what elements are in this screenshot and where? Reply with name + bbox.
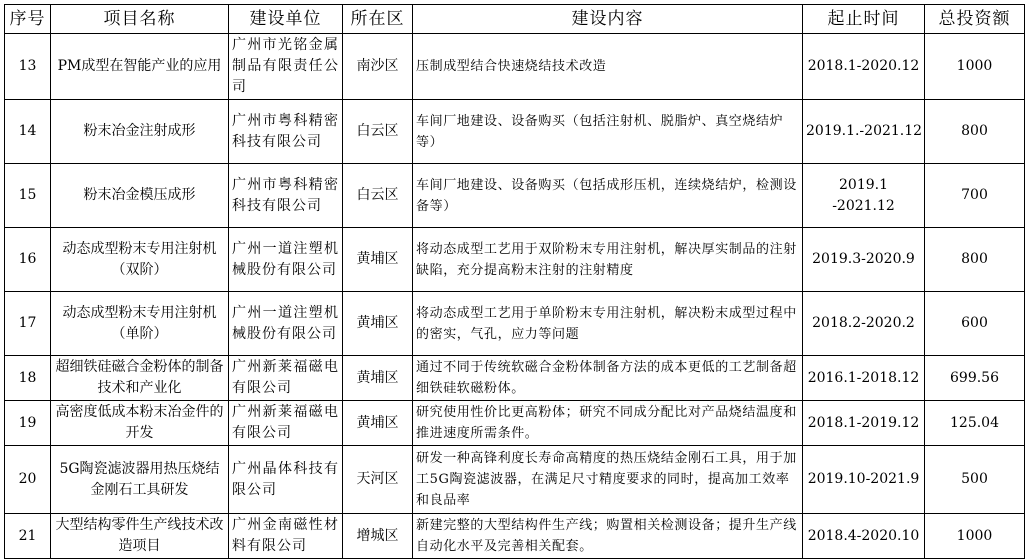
cell-period: 2016.1-2018.12 (803, 356, 925, 401)
cell-investment: 125.04 (925, 401, 1025, 446)
table-row (5, 34, 1025, 100)
cell-period: 2018.4-2020.10 (803, 514, 925, 559)
cell-name: PM成型在智能产业的应用 (51, 34, 229, 100)
cell-district: 黄埔区 (343, 401, 413, 446)
cell-unit: 广州市光铭金属制品有限责任公司 (229, 34, 343, 100)
cell-content: 将动态成型工艺用于单阶粉末专用注射机，解决粉末成型过程中的密实，气孔，应力等问题 (413, 292, 803, 356)
cell-district: 白云区 (343, 164, 413, 228)
table-row (5, 446, 1025, 514)
cell-no: 17 (5, 292, 51, 356)
cell-investment: 600 (925, 292, 1025, 356)
cell-name: 动态成型粉末专用注射机（单阶） (51, 292, 229, 356)
cell-district: 增城区 (343, 514, 413, 559)
cell-unit: 广州新莱福磁电有限公司 (229, 401, 343, 446)
cell-no: 20 (5, 446, 51, 514)
table-row (5, 100, 1025, 164)
cell-investment: 800 (925, 100, 1025, 164)
cell-investment: 700 (925, 164, 1025, 228)
cell-content: 车间厂地建设、设备购买（包括注射机、脱脂炉、真空烧结炉等） (413, 100, 803, 164)
header-row (5, 5, 1025, 34)
table-row (5, 356, 1025, 401)
cell-name: 5G陶瓷滤波器用热压烧结金刚石工具研发 (51, 446, 229, 514)
cell-content: 车间厂地建设、设备购买（包括成形压机，连续烧结炉，检测设备等） (413, 164, 803, 228)
cell-name: 超细铁硅磁合金粉体的制备技术和产业化 (51, 356, 229, 401)
header-investment: 总投资额 (925, 5, 1025, 34)
cell-district: 黄埔区 (343, 228, 413, 292)
cell-district: 天河区 (343, 446, 413, 514)
header-district: 所在区 (343, 5, 413, 34)
table-row (5, 228, 1025, 292)
cell-period: 2019.3-2020.9 (803, 228, 925, 292)
cell-period: 2019.10-2021.9 (803, 446, 925, 514)
cell-unit: 广州市粤科精密科技有限公司 (229, 164, 343, 228)
cell-content: 通过不同于传统软磁合金粉体制备方法的成本更低的工艺制备超细铁硅软磁粉体。 (413, 356, 803, 401)
cell-no: 13 (5, 34, 51, 100)
header-content: 建设内容 (413, 5, 803, 34)
table-row (5, 401, 1025, 446)
cell-unit: 广州新莱福磁电有限公司 (229, 356, 343, 401)
cell-no: 19 (5, 401, 51, 446)
cell-no: 15 (5, 164, 51, 228)
cell-unit: 广州晶体科技有限公司 (229, 446, 343, 514)
cell-content: 研究使用性价比更高粉体；研究不同成分配比对产品烧结温度和推进速度所需条件。 (413, 401, 803, 446)
cell-investment: 1000 (925, 34, 1025, 100)
header-name: 项目名称 (51, 5, 229, 34)
header-no: 序号 (5, 5, 51, 34)
cell-no: 14 (5, 100, 51, 164)
cell-no: 16 (5, 228, 51, 292)
cell-unit: 广州一道注塑机械股份有限公司 (229, 292, 343, 356)
cell-investment: 800 (925, 228, 1025, 292)
cell-content: 研发一种高锋利度长寿命高精度的热压烧结金刚石工具，用于加工5G陶瓷滤波器，在满足尺寸精度要求的同时，提高加工效率和良品率 (413, 446, 803, 514)
cell-no: 18 (5, 356, 51, 401)
table-row (5, 164, 1025, 228)
cell-no: 21 (5, 514, 51, 559)
cell-content: 压制成型结合快速烧结技术改造 (413, 34, 803, 100)
table-row (5, 292, 1025, 356)
cell-period: 2019.1 -2021.12 (803, 164, 925, 228)
cell-name: 动态成型粉末专用注射机（双阶） (51, 228, 229, 292)
cell-unit: 广州一道注塑机械股份有限公司 (229, 228, 343, 292)
cell-name: 粉末冶金注射成形 (51, 100, 229, 164)
cell-investment: 699.56 (925, 356, 1025, 401)
cell-period: 2019.1.-2021.12 (803, 100, 925, 164)
header-unit: 建设单位 (229, 5, 343, 34)
cell-content: 将动态成型工艺用于双阶粉末专用注射机，解决厚实制品的注射缺陷，充分提高粉末注射的注射精度 (413, 228, 803, 292)
cell-name: 大型结构零件生产线技术改造项目 (51, 514, 229, 559)
cell-investment: 500 (925, 446, 1025, 514)
cell-district: 黄埔区 (343, 292, 413, 356)
cell-name: 高密度低成本粉末冶金件的开发 (51, 401, 229, 446)
cell-unit: 广州金南磁性材料有限公司 (229, 514, 343, 559)
cell-district: 白云区 (343, 100, 413, 164)
cell-content: 新建完整的大型结构件生产线；购置相关检测设备；提升生产线自动化水平及完善相关配套。 (413, 514, 803, 559)
cell-period: 2018.1-2020.12 (803, 34, 925, 100)
cell-unit: 广州市粤科精密科技有限公司 (229, 100, 343, 164)
header-period: 起止时间 (803, 5, 925, 34)
cell-investment: 1000 (925, 514, 1025, 559)
project-table (4, 4, 1025, 559)
cell-district: 南沙区 (343, 34, 413, 100)
table-row (5, 514, 1025, 559)
cell-name: 粉末冶金模压成形 (51, 164, 229, 228)
cell-district: 黄埔区 (343, 356, 413, 401)
cell-period: 2018.1-2019.12 (803, 401, 925, 446)
cell-period: 2018.2-2020.2 (803, 292, 925, 356)
